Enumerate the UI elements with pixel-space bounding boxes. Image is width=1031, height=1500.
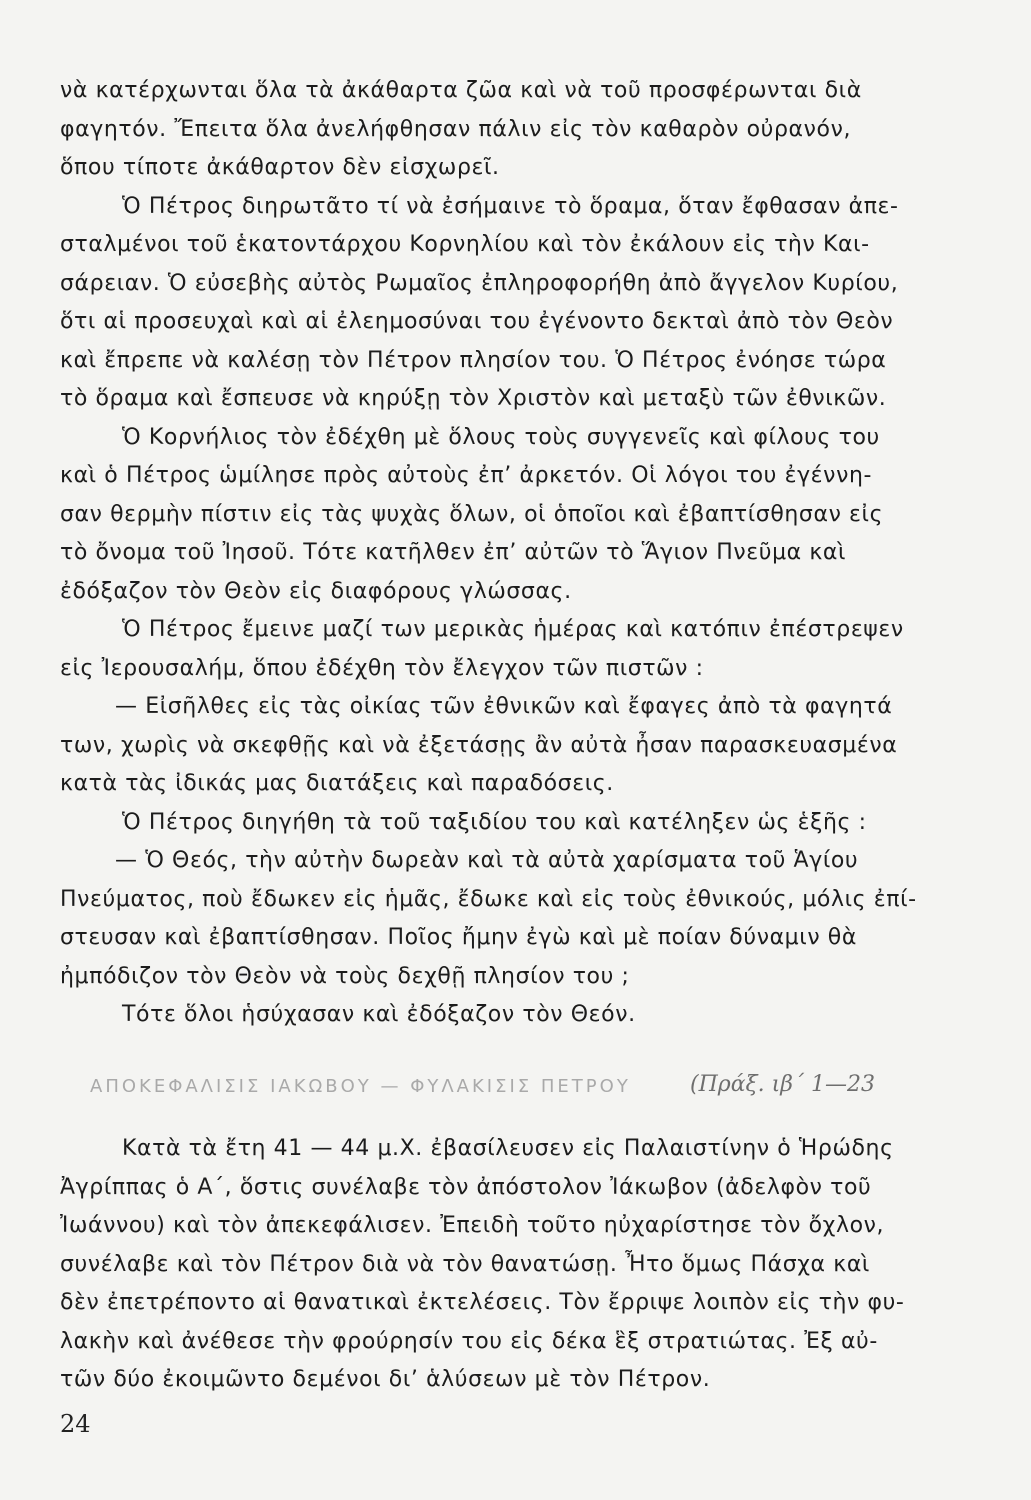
text-line: τὸ ὄνομα τοῦ Ἰησοῦ. Τότε κατῆλθεν ἐπ’ αὐτῶν τὸ Ἅγιον Πνεῦμα καὶ bbox=[60, 540, 847, 565]
text-line: συνέλαβε καὶ τὸν Πέτρον διὰ νὰ τὸν θανατώσῃ. Ἦτο ὅμως Πάσχα καὶ bbox=[60, 1251, 870, 1277]
text-line: — Ὁ Θεός, τὴν αὐτὴν δωρεὰν καὶ τὰ αὐτὰ χαρίσματα τοῦ Ἁγίου bbox=[115, 848, 859, 873]
text-line: Ὁ Πέτρος διηρωτᾶτο τί νὰ ἐσήμαινε τὸ ὅραμα, ὅταν ἔφθασαν ἀπε- bbox=[122, 193, 899, 219]
text-line: λακὴν καὶ ἀνέθεσε τὴν φρούρησίν του εἰς δέκα ἓξ στρατιώτας. Ἐξ αὐ- bbox=[60, 1328, 878, 1354]
text-line: Ὁ Πέτρος διηγήθη τὰ τοῦ ταξιδίου του καὶ κατέληξεν ὡς ἑξῆς : bbox=[122, 809, 867, 835]
text-line: σάρειαν. Ὁ εὐσεβὴς αὐτὸς Ρωμαῖος ἐπληροφορήθη ἀπὸ ἄγγελον Κυρίου, bbox=[60, 270, 899, 296]
text-line: εἰς Ἰερουσαλήμ, ὅπου ἐδέχθη τὸν ἔλεγχον τῶν πιστῶν : bbox=[60, 655, 704, 681]
body-text-bottom bbox=[60, 1130, 990, 1400]
text-line: φαγητόν. Ἔπειτα ὅλα ἀνελήφθησαν πάλιν εἰς τὸν καθαρὸν οὐρανόν, bbox=[60, 116, 852, 142]
text-line: σαν θερμὴν πίστιν εἰς τὰς ψυχὰς ὅλων, οἱ ὁποῖοι καὶ ἐβαπτίσθησαν εἰς bbox=[60, 501, 884, 527]
text-line: Ἰωάννου) καὶ τὸν ἀπεκεφάλισεν. Ἐπειδὴ τοῦτο ηὐχαρίστησε τὸν ὄχλον, bbox=[60, 1213, 885, 1238]
text-line: δὲν ἐπετρέποντο αἱ θανατικαὶ ἐκτελέσεις. Τὸν ἔρριψε λοιπὸν εἰς τὴν φυ- bbox=[60, 1290, 905, 1315]
body-text-top bbox=[60, 72, 990, 1035]
text-line: Ὁ Κορνήλιος τὸν ἐδέχθη μὲ ὅλους τοὺς συγγενεῖς καὶ φίλους του bbox=[122, 424, 880, 450]
scripture-reference: (Πράξ. ιβ΄ 1—23 bbox=[690, 1072, 875, 1097]
text-line: Τότε ὅλοι ἡσύχασαν καὶ ἐδόξαζον τὸν Θεόν. bbox=[122, 1002, 636, 1027]
text-line: σταλμένοι τοῦ ἑκατοντάρχου Κορνηλίου καὶ τὸν ἐκάλουν εἰς τὴν Και- bbox=[60, 232, 870, 257]
text-line: των, χωρὶς νὰ σκεφθῇς καὶ νὰ ἐξετάσῃς ἂν αὐτὰ ἦσαν παρασκευασμένα bbox=[60, 732, 898, 758]
section-heading bbox=[90, 1070, 970, 1110]
text-line: Πνεύματος, ποὺ ἔδωκεν εἰς ἡμᾶς, ἔδωκε καὶ εἰς τοὺς ἐθνικούς, μόλις ἐπί- bbox=[60, 886, 917, 912]
text-line: καὶ ὁ Πέτρος ὡμίλησε πρὸς αὐτοὺς ἐπ’ ἀρκετόν. Οἱ λόγοι του ἐγέννη- bbox=[60, 463, 873, 488]
page-number: 24 bbox=[60, 1410, 91, 1438]
text-line: — Εἰσῆλθες εἰς τὰς οἰκίας τῶν ἐθνικῶν καὶ ἔφαγες ἀπὸ τὰ φαγητά bbox=[115, 694, 893, 719]
text-line: Ὁ Πέτρος ἔμεινε μαζί των μερικὰς ἡμέρας καὶ κατόπιν ἐπέστρεψεν bbox=[122, 617, 904, 642]
text-line: Κατὰ τὰ ἔτη 41 — 44 μ.Χ. ἐβασίλευσεν εἰς Παλαιστίνην ὁ Ἡρώδης bbox=[122, 1136, 894, 1161]
text-line: καὶ ἔπρεπε νὰ καλέσῃ τὸν Πέτρον πλησίον του. Ὁ Πέτρος ἐνόησε τώρα bbox=[60, 347, 887, 373]
text-line: νὰ κατέρχωνται ὅλα τὰ ἀκάθαρτα ζῶα καὶ νὰ τοῦ προσφέρωνται διὰ bbox=[60, 78, 862, 103]
text-line: τῶν δύο ἐκοιμῶντο δεμένοι δι’ ἁλύσεων μὲ τὸν Πέτρον. bbox=[60, 1367, 711, 1392]
text-line: ἠμπόδιζον τὸν Θεὸν νὰ τοὺς δεχθῇ πλησίον του ; bbox=[60, 963, 630, 989]
text-line: τὸ ὅραμα καὶ ἔσπευσε νὰ κηρύξῃ τὸν Χριστὸν καὶ μεταξὺ τῶν ἐθνικῶν. bbox=[60, 386, 887, 411]
text-line: κατὰ τὰς ἰδικάς μας διατάξεις καὶ παραδόσεις. bbox=[60, 771, 614, 796]
text-line: Ἀγρίππας ὁ Α΄, ὅστις συνέλαβε τὸν ἀπόστολον Ἰάκωβον (ἀδελφὸν τοῦ bbox=[60, 1174, 872, 1200]
text-line: στευσαν καὶ ἐβαπτίσθησαν. Ποῖος ἤμην ἐγὼ καὶ μὲ ποίαν δύναμιν θὰ bbox=[60, 925, 857, 950]
text-line: ὅτι αἱ προσευχαὶ καὶ αἱ ἐλεημοσύναι του ἐγένοντο δεκταὶ ἀπὸ τὸν Θεὸν bbox=[60, 309, 894, 334]
section-title: ΑΠΟΚΕΦΑΛΙΣΙΣ ΙΑΚΩΒΟΥ — ΦΥΛΑΚΙΣΙΣ ΠΕΤΡΟΥ bbox=[90, 1076, 631, 1097]
text-line: ἐδόξαζον τὸν Θεὸν εἰς διαφόρους γλώσσας. bbox=[60, 578, 572, 604]
text-line: ὅπου τίποτε ἀκάθαρτον δὲν εἰσχωρεῖ. bbox=[60, 155, 500, 180]
